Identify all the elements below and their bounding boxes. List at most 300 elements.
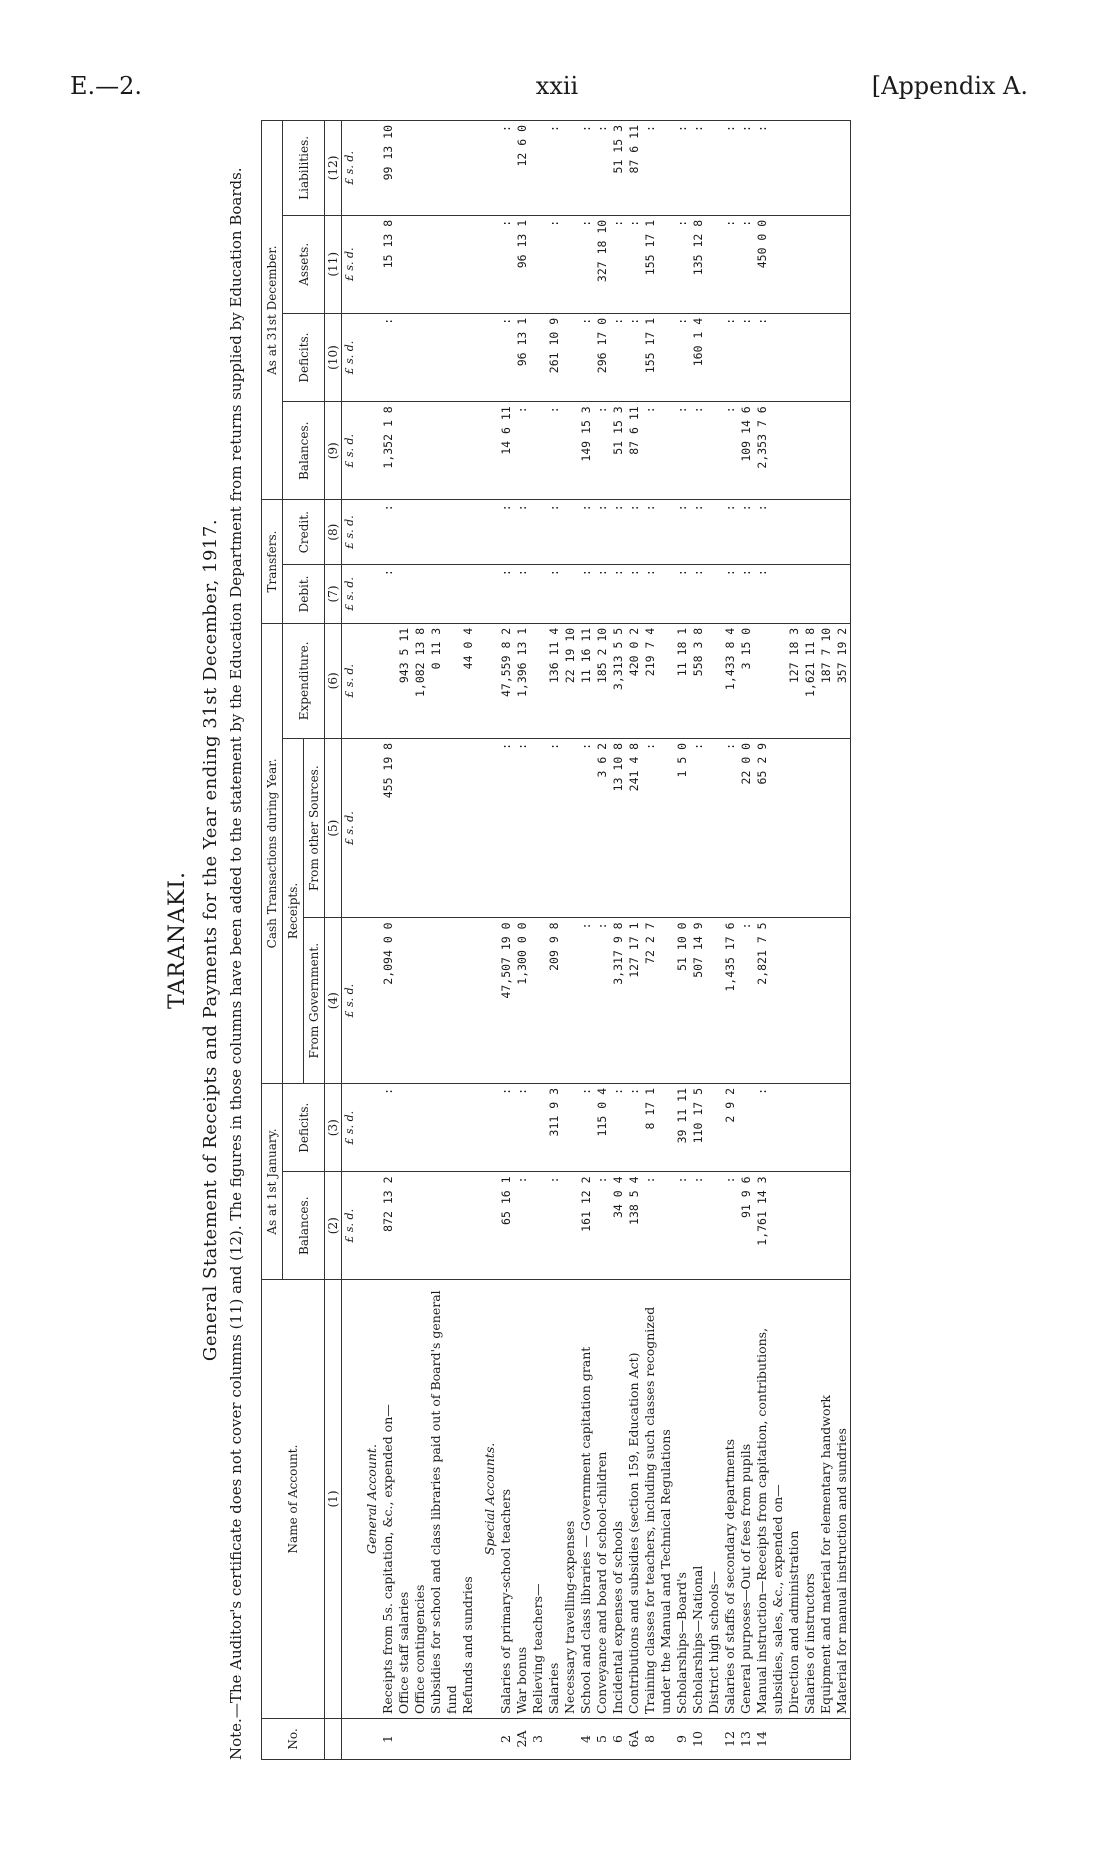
amount-cell: : <box>498 565 514 624</box>
amount-cell: 187 7 10 <box>818 623 834 738</box>
amount-cell <box>706 121 722 216</box>
table-row <box>834 121 851 1760</box>
account-name: Direction and administration <box>786 1280 802 1719</box>
amount-cell <box>706 1172 722 1280</box>
row-number: 2A <box>514 1719 530 1760</box>
amount-cell: 87 6 11 <box>626 121 642 216</box>
amount-cell <box>412 1083 428 1171</box>
amount-cell: : <box>674 402 690 500</box>
amount-cell: : <box>722 1172 738 1280</box>
account-name: Salaries <box>546 1280 562 1719</box>
row-number: 4 <box>578 1719 594 1760</box>
amount-cell <box>562 215 578 313</box>
amount-cell: 241 4 8 <box>626 738 642 918</box>
amount-cell <box>412 313 428 401</box>
amount-cell <box>476 500 498 565</box>
amount-cell <box>530 1083 546 1171</box>
amount-cell: : <box>498 313 514 401</box>
table-row <box>412 121 428 1760</box>
amount-cell: : <box>514 565 530 624</box>
amount-cell <box>818 500 834 565</box>
table-row <box>754 121 786 1760</box>
account-name: District high schools— <box>706 1280 722 1719</box>
amount-cell: : <box>754 565 786 624</box>
amount-cell: : <box>626 500 642 565</box>
amount-cell: 0 11 3 <box>428 623 460 738</box>
amount-cell: 51 15 3 <box>610 402 626 500</box>
section-title: General Account. <box>358 1280 380 1719</box>
amount-cell <box>460 1172 476 1280</box>
amount-cell: 327 18 10 <box>594 215 610 313</box>
column-number-cell: (9) <box>325 402 342 500</box>
page-number: xxii <box>535 72 579 100</box>
amount-cell: 450 0 0 <box>754 215 786 313</box>
col-name-header: Name of Account. <box>262 1280 325 1719</box>
column-number-cell: (3) <box>325 1083 342 1171</box>
amount-cell <box>412 215 428 313</box>
amount-cell <box>476 313 498 401</box>
amount-cell: : <box>738 918 754 1084</box>
amount-cell: 296 17 0 <box>594 313 610 401</box>
amount-cell: : <box>514 738 530 918</box>
amount-cell <box>818 918 834 1084</box>
amount-cell: : <box>690 738 706 918</box>
amount-cell <box>530 918 546 1084</box>
closing-group-header: As at 31st December. <box>262 121 283 500</box>
amount-cell <box>834 1083 851 1171</box>
amount-cell: : <box>722 215 738 313</box>
col-debit: Debit. <box>283 565 325 624</box>
amount-cell: : <box>690 121 706 216</box>
amount-cell: 2,353 7 6 <box>754 402 786 500</box>
amount-cell <box>562 402 578 500</box>
amount-cell <box>818 313 834 401</box>
amount-cell <box>802 738 818 918</box>
amount-cell <box>358 623 380 738</box>
amount-cell <box>412 918 428 1084</box>
amount-cell: : <box>546 1172 562 1280</box>
account-name: School and class libraries — Government capitation grant <box>578 1280 594 1719</box>
amount-cell: : <box>578 121 594 216</box>
amount-cell <box>530 500 546 565</box>
amount-cell: : <box>642 1172 674 1280</box>
amount-cell: : <box>594 565 610 624</box>
column-number-cell: (8) <box>325 500 342 565</box>
amount-cell <box>786 1172 802 1280</box>
amount-cell: : <box>626 313 642 401</box>
col-opening-deficits: Deficits. <box>283 1083 325 1171</box>
amount-cell: : <box>674 121 690 216</box>
amount-cell: : <box>738 500 754 565</box>
amount-cell <box>530 215 546 313</box>
row-number: 13 <box>738 1719 754 1760</box>
amount-cell: 261 10 9 <box>546 313 562 401</box>
amount-cell: : <box>690 402 706 500</box>
amount-cell: : <box>642 738 674 918</box>
column-number-cell: (7) <box>325 565 342 624</box>
section-header-row <box>476 121 498 1760</box>
amount-cell: : <box>738 215 754 313</box>
amount-cell: 2,821 7 5 <box>754 918 786 1084</box>
unit-cell: £ s. d. <box>342 313 359 401</box>
amount-cell <box>460 918 476 1084</box>
amount-cell: 72 2 7 <box>642 918 674 1084</box>
amount-cell: : <box>380 313 396 401</box>
amount-cell <box>476 402 498 500</box>
account-name: Scholarships—National <box>690 1280 706 1719</box>
table-row <box>546 121 562 1760</box>
unit-cell: £ s. d. <box>342 215 359 313</box>
amount-cell <box>396 918 412 1084</box>
table-row <box>626 121 642 1760</box>
amount-cell <box>428 1083 460 1171</box>
amount-cell: 8 17 1 <box>642 1083 674 1171</box>
amount-cell <box>562 500 578 565</box>
column-number-cell: (10) <box>325 313 342 401</box>
amount-cell: : <box>690 1172 706 1280</box>
amount-cell: : <box>754 1083 786 1171</box>
amount-cell: 507 14 9 <box>690 918 706 1084</box>
amount-cell: : <box>514 402 530 500</box>
col-from-other: From other Sources. <box>304 738 325 918</box>
col-no-header: No. <box>262 1719 325 1760</box>
amount-cell <box>396 402 412 500</box>
amount-cell: 3 15 0 <box>738 623 754 738</box>
amount-cell <box>428 918 460 1084</box>
amount-cell: : <box>498 738 514 918</box>
account-name: Training classes for teachers, including such classes recognized under the Manual and Technical Regulations <box>642 1280 674 1719</box>
amount-cell: : <box>690 500 706 565</box>
amount-cell: 110 17 5 <box>690 1083 706 1171</box>
col-closing-deficits: Deficits. <box>283 313 325 401</box>
section-header-row <box>358 121 380 1760</box>
table-row <box>498 121 514 1760</box>
amount-cell: : <box>738 313 754 401</box>
amount-cell <box>818 402 834 500</box>
amount-cell: 2,094 0 0 <box>380 918 396 1084</box>
amount-cell: : <box>546 565 562 624</box>
amount-cell: : <box>642 402 674 500</box>
amount-cell <box>412 565 428 624</box>
amount-cell: : <box>546 402 562 500</box>
row-number <box>706 1719 722 1760</box>
auditor-note: Note.—The Auditor's certificate does not cover columns (11) and (12). The figures in those columns have been added to the statement by the Education Department from returns supplied by Education Boards. <box>227 167 245 1760</box>
amount-cell <box>562 738 578 918</box>
amount-cell <box>818 215 834 313</box>
row-number <box>476 1719 498 1760</box>
amount-cell: : <box>578 215 594 313</box>
row-number <box>562 1719 578 1760</box>
amount-cell <box>834 565 851 624</box>
table-row <box>594 121 610 1760</box>
amount-cell <box>706 738 722 918</box>
row-number: 5 <box>594 1719 610 1760</box>
amount-cell <box>802 565 818 624</box>
amount-cell: 47,559 8 2 <box>498 623 514 738</box>
row-number <box>460 1719 476 1760</box>
amount-cell <box>396 1172 412 1280</box>
amount-cell: : <box>578 313 594 401</box>
amount-cell <box>358 565 380 624</box>
amount-cell <box>460 1083 476 1171</box>
amount-cell <box>396 500 412 565</box>
section-title: Special Accounts. <box>476 1280 498 1719</box>
account-name: General purposes—Out of fees from pupils <box>738 1280 754 1719</box>
column-number-row <box>325 121 342 1760</box>
unit-cell: £ s. d. <box>342 402 359 500</box>
amount-cell: 44 0 4 <box>460 623 476 738</box>
row-number: 6A <box>626 1719 642 1760</box>
amount-cell <box>802 918 818 1084</box>
table-row <box>514 121 530 1760</box>
amount-cell: : <box>642 500 674 565</box>
amount-cell: : <box>674 215 690 313</box>
account-name: Salaries of primary-school teachers <box>498 1280 514 1719</box>
amount-cell: 1 5 0 <box>674 738 690 918</box>
amount-cell <box>834 918 851 1084</box>
col-liabilities: Liabilities. <box>283 121 325 216</box>
column-number-cell <box>325 1719 342 1760</box>
amount-cell: 455 19 8 <box>380 738 396 918</box>
amount-cell: 3,317 9 8 <box>610 918 626 1084</box>
col-credit: Credit. <box>283 500 325 565</box>
amount-cell: 11 18 1 <box>674 623 690 738</box>
amount-cell: 96 13 1 <box>514 215 530 313</box>
amount-cell <box>786 565 802 624</box>
amount-cell: 1,300 0 0 <box>514 918 530 1084</box>
amount-cell: : <box>674 313 690 401</box>
account-name: War bonus <box>514 1280 530 1719</box>
amount-cell <box>530 623 546 738</box>
amount-cell <box>802 1083 818 1171</box>
amount-cell <box>412 500 428 565</box>
amount-cell: 51 15 3 <box>610 121 626 216</box>
amount-cell: : <box>546 738 562 918</box>
amount-cell <box>460 500 476 565</box>
amount-cell <box>428 500 460 565</box>
table-row <box>610 121 626 1760</box>
amount-cell <box>786 313 802 401</box>
amount-cell <box>562 1083 578 1171</box>
amount-cell <box>396 565 412 624</box>
amount-cell <box>562 313 578 401</box>
col-closing-balances: Balances. <box>283 402 325 500</box>
row-number <box>802 1719 818 1760</box>
column-number-cell: (6) <box>325 623 342 738</box>
amount-cell: 127 18 3 <box>786 623 802 738</box>
column-number-cell: (4) <box>325 918 342 1084</box>
amount-cell: 65 16 1 <box>498 1172 514 1280</box>
amount-cell: : <box>594 402 610 500</box>
col-assets: Assets. <box>283 215 325 313</box>
amount-cell: : <box>514 500 530 565</box>
amount-cell: 115 0 4 <box>594 1083 610 1171</box>
amount-cell <box>786 500 802 565</box>
amount-cell <box>834 738 851 918</box>
amount-cell <box>460 313 476 401</box>
column-number-cell: (11) <box>325 215 342 313</box>
amount-cell: : <box>514 1172 530 1280</box>
amount-cell: 3 6 2 <box>594 738 610 918</box>
table-row <box>738 121 754 1760</box>
amount-cell <box>412 121 428 216</box>
amount-cell <box>706 565 722 624</box>
amount-cell: : <box>546 215 562 313</box>
table-row <box>562 121 578 1760</box>
table-row <box>674 121 690 1760</box>
table-row <box>690 121 706 1760</box>
unit-cell: £ s. d. <box>342 500 359 565</box>
amount-cell: 558 3 8 <box>690 623 706 738</box>
amount-cell: : <box>626 215 642 313</box>
amount-cell: 943 5 11 <box>396 623 412 738</box>
amount-cell <box>476 918 498 1084</box>
amount-cell <box>412 402 428 500</box>
amount-cell <box>428 1172 460 1280</box>
amount-cell <box>530 738 546 918</box>
amount-cell: : <box>722 565 738 624</box>
amount-cell: 65 2 9 <box>754 738 786 918</box>
amount-cell: 22 0 0 <box>738 738 754 918</box>
row-number <box>358 1719 380 1760</box>
column-number-cell: (2) <box>325 1172 342 1280</box>
amount-cell <box>460 565 476 624</box>
amount-cell: 219 7 4 <box>642 623 674 738</box>
amount-cell <box>530 313 546 401</box>
amount-cell: : <box>578 918 594 1084</box>
unit-row <box>342 121 359 1760</box>
amount-cell: : <box>594 1172 610 1280</box>
amount-cell <box>358 500 380 565</box>
amount-cell <box>476 121 498 216</box>
amount-cell: : <box>674 565 690 624</box>
amount-cell <box>706 623 722 738</box>
amount-cell <box>460 402 476 500</box>
amount-cell: : <box>610 215 626 313</box>
amount-cell <box>706 500 722 565</box>
amount-cell: 161 12 2 <box>578 1172 594 1280</box>
amount-cell <box>754 623 786 738</box>
amount-cell: 138 5 4 <box>626 1172 642 1280</box>
amount-cell <box>476 1172 498 1280</box>
row-number: 3 <box>530 1719 546 1760</box>
amount-cell: : <box>674 1172 690 1280</box>
table-row <box>428 121 460 1760</box>
unit-cell: £ s. d. <box>342 121 359 216</box>
table-row <box>818 121 834 1760</box>
amount-cell <box>818 565 834 624</box>
amount-cell: 1,352 1 8 <box>380 402 396 500</box>
amount-cell: : <box>754 313 786 401</box>
amount-cell <box>476 215 498 313</box>
amount-cell: 1,082 13 8 <box>412 623 428 738</box>
amount-cell <box>358 121 380 216</box>
amount-cell <box>706 918 722 1084</box>
table-row <box>706 121 722 1760</box>
account-name: Office contingencies <box>412 1280 428 1719</box>
table-row <box>722 121 738 1760</box>
col-opening-balances: Balances. <box>283 1172 325 1280</box>
amount-cell <box>834 402 851 500</box>
amount-cell: : <box>738 121 754 216</box>
amount-cell <box>802 121 818 216</box>
amount-cell <box>476 738 498 918</box>
amount-cell <box>428 121 460 216</box>
amount-cell <box>834 215 851 313</box>
amount-cell: 135 12 8 <box>690 215 706 313</box>
col-from-government: From Government. <box>304 918 325 1084</box>
col-expenditure: Expenditure. <box>283 623 325 738</box>
amount-cell <box>802 313 818 401</box>
amount-cell <box>562 918 578 1084</box>
amount-cell <box>706 313 722 401</box>
column-number-cell: (1) <box>325 1280 342 1719</box>
amount-cell <box>412 1172 428 1280</box>
amount-cell: : <box>738 565 754 624</box>
amount-cell <box>358 1172 380 1280</box>
account-name: Office staff salaries <box>396 1280 412 1719</box>
amount-cell <box>706 402 722 500</box>
table-row <box>786 121 802 1760</box>
row-number <box>546 1719 562 1760</box>
table-row <box>380 121 396 1760</box>
amount-cell: 1,433 8 4 <box>722 623 738 738</box>
amount-cell <box>562 1172 578 1280</box>
account-name: Equipment and material for elementary handwork <box>818 1280 834 1719</box>
account-name: Contributions and subsidies (section 159, Education Act) <box>626 1280 642 1719</box>
appendix-label: [Appendix A. <box>871 72 1028 100</box>
row-number: 10 <box>690 1719 706 1760</box>
amount-cell: 209 9 8 <box>546 918 562 1084</box>
account-name: Salaries of staffs of secondary departments <box>722 1280 738 1719</box>
amount-cell: 99 13 10 <box>380 121 396 216</box>
amount-cell <box>818 1172 834 1280</box>
cash-group-header: Cash Transactions during Year. <box>262 623 283 1083</box>
amount-cell: 1,435 17 6 <box>722 918 738 1084</box>
amount-cell: 3,313 5 5 <box>610 623 626 738</box>
row-number: 14 <box>754 1719 786 1760</box>
amount-cell: : <box>380 500 396 565</box>
table-row <box>460 121 476 1760</box>
amount-cell <box>530 1172 546 1280</box>
amount-cell <box>358 402 380 500</box>
amount-cell <box>802 1172 818 1280</box>
receipts-header: Receipts. <box>283 738 304 1083</box>
unit-cell <box>342 1719 359 1760</box>
amount-cell: : <box>690 565 706 624</box>
amount-cell: 87 6 11 <box>626 402 642 500</box>
amount-cell: : <box>380 565 396 624</box>
amount-cell: 11 16 11 <box>578 623 594 738</box>
amount-cell: : <box>594 121 610 216</box>
amount-cell: 357 19 2 <box>834 623 851 738</box>
amount-cell: : <box>498 1083 514 1171</box>
account-name: Relieving teachers— <box>530 1280 546 1719</box>
account-name: Incidental expenses of schools <box>610 1280 626 1719</box>
amount-cell: : <box>722 402 738 500</box>
account-name: Receipts from 5s. capitation, &c., expended on— <box>380 1280 396 1719</box>
amount-cell: : <box>380 1083 396 1171</box>
amount-cell: : <box>498 500 514 565</box>
amount-cell: 1,396 13 1 <box>514 623 530 738</box>
amount-cell: : <box>546 121 562 216</box>
amount-cell: : <box>722 313 738 401</box>
amount-cell <box>428 215 460 313</box>
amount-cell <box>786 918 802 1084</box>
amount-cell <box>530 402 546 500</box>
amount-cell: 2 9 2 <box>722 1083 738 1171</box>
account-name: Material for manual instruction and sundries <box>834 1280 851 1719</box>
